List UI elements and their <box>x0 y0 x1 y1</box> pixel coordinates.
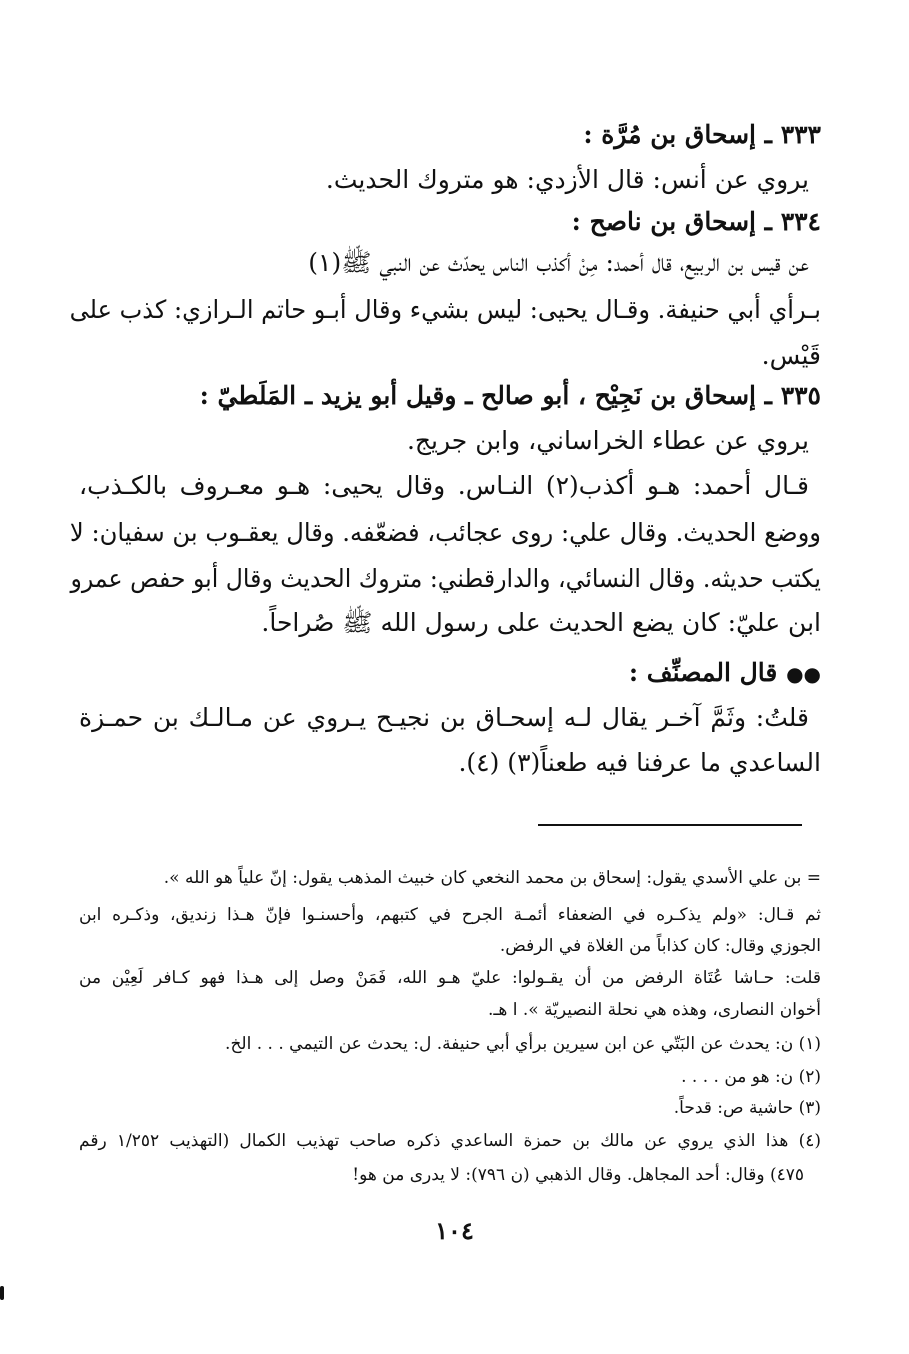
page-number: ١٠٤ <box>435 1216 474 1245</box>
footnote-continuation-line-1: = بن علي الأسدي يقول: إسحاق بن محمد النخعي كان خبيث المذهب يقول: إنّ علياً هو الله ». <box>163 868 821 888</box>
footnote-continuation-line-5: أخوان النصارى، وهذه هي نحلة النصيريّة ». ا هـ. <box>487 1000 821 1020</box>
entry-334-line-3: قَيْس. <box>761 341 821 370</box>
footnote-2: (٢) ن: هو من . . . . <box>681 1067 821 1087</box>
entry-335-line-4: يكتب حديثه. وقال النسائي، والدارقطني: متروك الحديث وقال أبو حفص عمرو <box>70 564 822 593</box>
entry-333-heading: ٣٣٣ ـ إسحاق بن مُرَّة : <box>583 120 821 149</box>
footnote-separator <box>538 824 802 826</box>
entry-335-line-5: ابن عليّ: كان يضع الحديث على رسول الله ﷺ صُراحاً. <box>261 608 821 637</box>
footnote-continuation-line-4: قلت: حـاشا عُتَاة الرفض من أن يقـولوا: عليّ هـو الله، فَمَنْ وصل إلى هـذا فهو كـافر لَعِيْن من <box>79 968 821 988</box>
author-note-heading <box>629 656 821 691</box>
entry-334-line-2: بـرأي أبي حنيفة. وقـال يحيى: ليس بشيء وقال أبـو حاتم الـرازي: كذب على <box>69 295 822 324</box>
entry-335-line-2: قـال أحمد: هـو أكذب(٢) النـاس. وقال يحيى: هـو معـروف بالكـذب، <box>79 471 809 500</box>
footnote-continuation-line-2: ثم قـال: «ولم يذكـره في الضعفاء أئمـة الجرح في كتبهم، وأحسنـوا فإنّ هـذا زنديق، وذكـره ابن <box>79 905 821 925</box>
scan-edge-mark <box>0 1286 4 1300</box>
footnote-3: (٣) حاشية ص: قدحاً. <box>673 1098 821 1118</box>
footnote-4-line-2: ٤٧٥) وقال: أحد المجاهل. وقال الذهبي (ن ٧٩٦): لا يدرى من هو! <box>352 1165 804 1185</box>
footnote-4-line-1: (٤) هذا الذي يروي عن مالك بن حمزة الساعدي ذكره صاحب تهذيب الكمال (التهذيب ١/٢٥٢ رقم <box>79 1131 821 1151</box>
entry-333-line-1: يروي عن أنس: قال الأزدي: هو متروك الحديث. <box>325 165 809 194</box>
entry-335-heading: ٣٣٥ ـ إسحاق بن نَجِيْح ، أبو صالح ـ وقيل أبو يزيد ـ المَلَطيّ : <box>199 381 821 410</box>
footnote-continuation-line-3: الجوزي وقال: كان كذاباً من الغلاة في الرفض. <box>499 936 821 956</box>
entry-334-line-1: عن قيس بن الربيع، قال أحمد: مِنْ أكذب الناس يحدّث عن النبي ﷺ(١) <box>308 248 809 277</box>
entry-335-line-1: يروي عن عطاء الخراساني، وابن جريج. <box>406 426 809 455</box>
entry-334-heading: ٣٣٤ ـ إسحاق بن ناصح : <box>571 207 821 236</box>
entry-335-line-3: ووضع الحديث. وقال علي: روى عجائب، فضعّفه. وقال يعقـوب بن سفيان: لا <box>69 518 822 547</box>
author-note-line-1: قلتُ: وثَمَّ آخـر يقال لـه إسحـاق بن نجيـح يـروي عن مـالـك بن حمـزة <box>79 703 809 732</box>
author-note-line-2: الساعدي ما عرفنا فيه طعناً(٣) (٤). <box>458 748 821 777</box>
bullet-marker-icon: ●● <box>786 662 821 686</box>
footnote-1: (١) ن: يحدث عن البَتّي عن ابن سيرين برأي أبي حنيفة. ل: يحدث عن التيمي . . . الخ. <box>225 1034 821 1054</box>
author-note-title: قال المصنِّف : <box>628 658 778 687</box>
